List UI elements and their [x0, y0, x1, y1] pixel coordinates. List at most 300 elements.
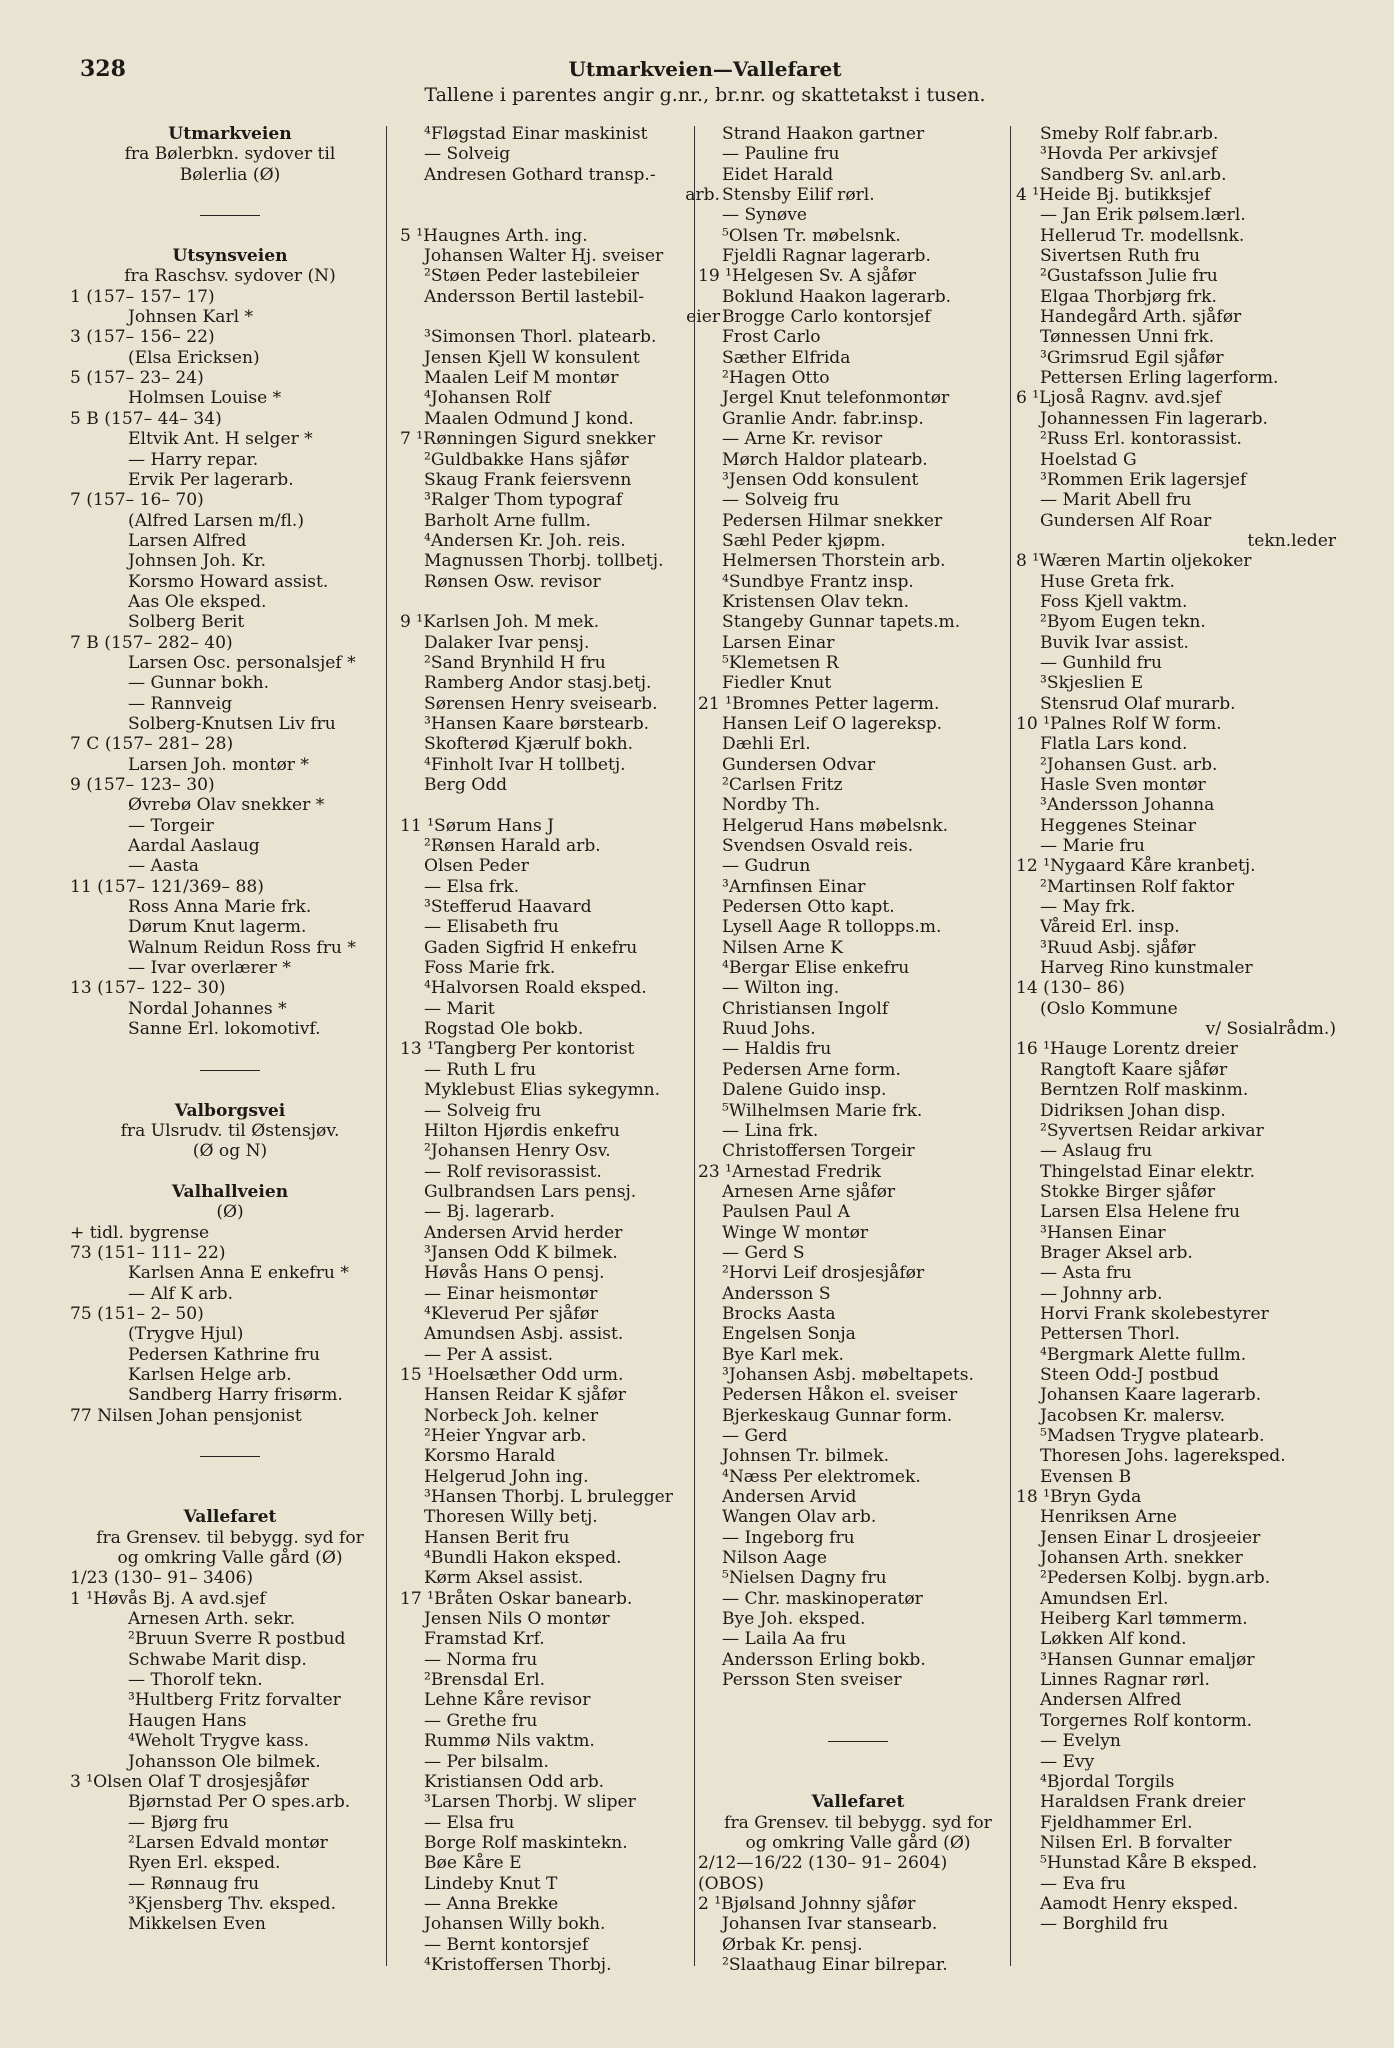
resident-line: — Marie fru	[1040, 836, 1145, 857]
resident-line: Sæther Elfrida	[722, 347, 851, 368]
resident-line: Ramberg Andor stasj.betj.	[424, 673, 652, 694]
resident-line: Jergel Knut telefonmontør	[722, 388, 950, 409]
resident-line: Magnussen Thorbj. tollbetj.	[424, 551, 664, 572]
resident-line: — Grethe fru	[424, 1710, 538, 1731]
resident-line: Haugen Hans	[128, 1710, 247, 1731]
street-heading: Valhallveien	[171, 1181, 289, 1202]
resident-line: ³Hansen Thorbj. L brulegger	[424, 1487, 673, 1508]
resident-line: Pedersen Kathrine fru	[128, 1344, 320, 1365]
resident-line: Haraldsen Frank dreier	[1040, 1792, 1246, 1813]
resident-line: Elgaa Thorbjørg frk.	[1040, 286, 1217, 307]
resident-line: ²Hagen Otto	[722, 368, 830, 389]
resident-line: Ørbak Kr. pensj.	[722, 1934, 863, 1955]
section-rule	[70, 1446, 390, 1466]
resident-line: Jacobsen Kr. malersv.	[1040, 1405, 1226, 1426]
street-description: (Ø og N)	[192, 1141, 268, 1162]
house-entry: 11 ¹Sørum Hans J	[400, 815, 555, 836]
spacer	[698, 1772, 1018, 1792]
resident-line: Sandberg Sv. anl.arb.	[1040, 164, 1227, 185]
resident-line: Sivertsen Ruth fru	[1040, 246, 1201, 267]
house-entry: 5 ¹Haugnes Arth. ing.	[400, 225, 588, 246]
resident-line: ⁵Olsen Tr. møbelsnk.	[722, 225, 901, 246]
resident-line: ²Rønsen Harald arb.	[424, 836, 601, 857]
resident-line: Lehne Kåre revisor	[424, 1690, 591, 1711]
resident-line: Andersson Erling bokb.	[722, 1649, 926, 1670]
resident-line: — Gunnar bokh.	[128, 673, 270, 694]
resident-line: Helgerud Hans møbelsnk.	[722, 815, 949, 836]
resident-line: — Bj. lagerarb.	[424, 1202, 555, 1223]
resident-line: Buvik Ivar assist.	[1040, 632, 1189, 653]
resident-line: — Torgeir	[128, 815, 214, 836]
resident-line: Wangen Olav arb.	[722, 1507, 877, 1528]
resident-line: ²Russ Erl. kontorassist.	[1040, 429, 1242, 450]
resident-line: Johansen Willy bokh.	[424, 1914, 606, 1935]
spacer	[400, 795, 720, 815]
resident-line: — Gerd S	[722, 1242, 805, 1263]
resident-line: Horvi Frank skolebestyrer	[1040, 1303, 1269, 1324]
resident-line: Bye Karl mek.	[722, 1344, 844, 1365]
resident-line: ³Jansen Odd K bilmek.	[424, 1242, 618, 1263]
resident-line: Johansen Ivar stansearb.	[722, 1914, 938, 1935]
resident-line: Sæhl Peder kjøpm.	[722, 530, 886, 551]
resident-line: Nilsen Erl. B forvalter	[1040, 1832, 1232, 1853]
resident-line: — Bernt kontorsjef	[424, 1934, 589, 1955]
house-entry: 23 ¹Arnestad Fredrik	[698, 1161, 881, 1182]
house-entry: 1 (157– 157– 17)	[70, 286, 215, 307]
resident-line: Berg Odd	[424, 775, 508, 795]
resident-line: Andersson S	[722, 1283, 831, 1304]
resident-line: Svendsen Osvald reis.	[722, 836, 914, 857]
resident-line: — Pauline fru	[722, 144, 840, 165]
resident-line: — Elisabeth fru	[424, 917, 559, 938]
resident-line: — Evelyn	[1040, 1731, 1121, 1752]
resident-line: ²Slaathaug Einar bilrepar.	[722, 1954, 948, 1975]
resident-line: Granlie Andr. fabr.insp.	[722, 408, 924, 429]
house-entry: (OBOS)	[698, 1873, 764, 1894]
resident-line: Harveg Rino kunstmaler	[1040, 958, 1253, 979]
resident-line: — Gerd	[722, 1426, 788, 1446]
resident-line: ³Grimsrud Egil sjåfør	[1040, 347, 1224, 368]
continued-line: eier	[686, 307, 720, 328]
resident-line: — Ivar overlærer *	[128, 958, 291, 979]
resident-line: ²Carlsen Fritz	[722, 775, 843, 795]
resident-line: Berntzen Rolf maskinm.	[1040, 1080, 1249, 1101]
resident-line: — Chr. maskinoperatør	[722, 1588, 923, 1609]
house-entry: 2 ¹Bjølsand Johnny sjåfør	[698, 1893, 916, 1914]
resident-line: — Marit Abell fru	[1040, 490, 1192, 511]
resident-line: Strand Haakon gartner	[722, 124, 925, 144]
resident-line: Ruud Johs.	[722, 1019, 816, 1040]
house-entry: 15 ¹Hoelsæther Odd urm.	[400, 1364, 624, 1385]
resident-line: Norbeck Joh. kelner	[424, 1405, 599, 1426]
resident-line: Nilson Aage	[722, 1548, 827, 1569]
resident-line: Solberg-Knutsen Liv fru	[128, 713, 336, 734]
resident-line: — Thorolf tekn.	[128, 1670, 263, 1691]
resident-line: Larsen Alfred	[128, 530, 247, 551]
section-rule	[70, 205, 390, 225]
resident-line: ²Johansen Gust. arb.	[1040, 754, 1218, 775]
house-entry: 18 ¹Bryn Gyda	[1016, 1487, 1142, 1508]
street-heading: Utsynsveien	[172, 246, 288, 267]
resident-line: Bjerkeskaug Gunnar form.	[722, 1405, 953, 1426]
resident-line: ⁴Johansen Rolf	[424, 388, 551, 409]
resident-line: Walnum Reidun Ross fru *	[128, 937, 356, 958]
resident-line: Engelsen Sonja	[722, 1324, 856, 1345]
house-entry: 11 (157– 121/369– 88)	[70, 876, 264, 897]
resident-line: Sanne Erl. lokomotivf.	[128, 1019, 321, 1040]
street-description: fra Ulsrudv. til Østensjøv.	[120, 1120, 340, 1141]
resident-line: Løkken Alf kond.	[1040, 1629, 1187, 1650]
resident-line: Øvrebø Olav snekker *	[128, 795, 325, 816]
spacer	[70, 1487, 390, 1507]
resident-line: Johansen Kaare lagerarb.	[1040, 1385, 1262, 1406]
house-entry: 21 ¹Bromnes Petter lagerm.	[698, 693, 940, 714]
resident-line: ³Ralger Thom typograf	[424, 490, 623, 511]
street-description: fra Raschsv. sydover (N)	[124, 266, 336, 287]
resident-line: — Elsa fru	[424, 1812, 515, 1833]
resident-line: Bøe Kåre E	[424, 1853, 522, 1874]
resident-line: ⁴Bergar Elise enkefru	[722, 958, 910, 979]
resident-line: Jensen Nils O montør	[424, 1609, 610, 1630]
resident-line: — May frk.	[1040, 897, 1136, 918]
resident-line: Linnes Ragnar rørl.	[1040, 1670, 1210, 1691]
resident-line: (Trygve Hjul)	[128, 1324, 244, 1345]
resident-line: — Ruth L fru	[424, 1059, 537, 1080]
spacer	[70, 1467, 390, 1487]
resident-line: ³Arnfinsen Einar	[722, 876, 866, 897]
resident-line: Høvås Hans O pensj.	[424, 1263, 605, 1284]
resident-line: Karlsen Helge arb.	[128, 1364, 292, 1385]
resident-line: ²Byom Eugen tekn.	[1040, 612, 1206, 633]
resident-line: ³Hultberg Fritz forvalter	[128, 1690, 341, 1711]
house-entry: 9 ¹Karlsen Joh. M mek.	[400, 612, 600, 633]
resident-line: ³Hansen Gunnar emaljør	[1040, 1649, 1255, 1670]
resident-line: ²Pedersen Kolbj. bygn.arb.	[1040, 1568, 1271, 1589]
resident-line: Rangtoft Kaare sjåfør	[1040, 1059, 1228, 1080]
column-1	[70, 124, 390, 1935]
resident-line: Rønsen Osw. revisor	[424, 571, 601, 592]
resident-line: Korsmo Howard assist.	[128, 571, 329, 592]
resident-line: — Solveig fru	[424, 1100, 542, 1121]
resident-line: ³Ruud Asbj. sjåfør	[1040, 937, 1196, 958]
resident-line: ³Hovda Per arkivsjef	[1040, 144, 1218, 165]
resident-line: Helmersen Thorstein arb.	[722, 551, 946, 572]
resident-line: Pedersen Hilmar snekker	[722, 510, 943, 531]
resident-line: — Aslaug fru	[1040, 1141, 1153, 1162]
resident-line: Hoelstad G	[1040, 449, 1137, 470]
resident-line: ⁵Klemetsen R	[722, 652, 839, 673]
house-entry: 14 (130– 86)	[1016, 978, 1125, 999]
spacer	[70, 1039, 390, 1059]
resident-line: — Synøve	[722, 205, 807, 226]
resident-line: Larsen Einar	[722, 632, 835, 653]
continued-line: tekn.leder	[1247, 530, 1336, 551]
continued-line: v/ Sosialrådm.)	[1205, 1019, 1336, 1040]
resident-line: Thoresen Johs. lagereksped.	[1040, 1446, 1286, 1467]
resident-line: Arnesen Arth. sekr.	[128, 1609, 296, 1630]
resident-line: Dørum Knut lagerm.	[128, 917, 307, 938]
resident-line: ³Larsen Thorbj. W sliper	[424, 1792, 636, 1813]
house-entry: 13 (157– 122– 30)	[70, 978, 226, 999]
street-heading: Vallefaret	[183, 1507, 277, 1528]
resident-line: Lindeby Knut T	[424, 1873, 558, 1894]
resident-line: — Rannveig	[128, 693, 233, 714]
resident-line: Kristensen Olav tekn.	[722, 591, 910, 612]
page-subtitle: Tallene i parentes angir g.nr., br.nr. og skattetakst i tusen.	[424, 84, 986, 106]
resident-line: Lysell Aage R tollopps.m.	[722, 917, 942, 938]
resident-line: — Borghild fru	[1040, 1914, 1169, 1935]
spacer	[70, 185, 390, 205]
resident-line: Kristiansen Odd arb.	[424, 1771, 605, 1792]
column-3	[698, 124, 1018, 1975]
resident-line: Nordby Th.	[722, 795, 821, 816]
resident-line: Jensen Kjell W konsulent	[424, 347, 640, 368]
resident-line: Skaug Frank feiersvenn	[424, 469, 632, 490]
resident-line: — Per bilsalm.	[424, 1751, 549, 1772]
resident-line: Hansen Reidar K sjåfør	[424, 1385, 626, 1406]
resident-line: Framstad Krf.	[424, 1629, 545, 1650]
resident-line: Handegård Arth. sjåfør	[1040, 307, 1242, 328]
resident-line: Pettersen Erling lagerform.	[1040, 368, 1279, 389]
resident-line: Helgerud John ing.	[424, 1466, 589, 1487]
resident-line: ³Simonsen Thorl. platearb.	[424, 327, 657, 348]
house-entry: 73 (151– 111– 22)	[70, 1242, 226, 1263]
resident-line: Heiberg Karl tømmerm.	[1040, 1609, 1248, 1630]
resident-line: Sandberg Harry frisørm.	[128, 1385, 343, 1406]
resident-line: — Alf K arb.	[128, 1283, 234, 1304]
resident-line: Ross Anna Marie frk.	[128, 897, 312, 918]
resident-line: Rummø Nils vaktm.	[424, 1731, 595, 1752]
resident-line: — Wilton ing.	[722, 978, 840, 999]
resident-line: Myklebust Elias sykegymn.	[424, 1080, 661, 1101]
resident-line: Amundsen Erl.	[1040, 1588, 1169, 1609]
resident-line: Eidet Harald	[722, 164, 834, 185]
resident-line: — Eva fru	[1040, 1873, 1126, 1894]
house-entry: 2/12—16/22 (130– 91– 2604)	[698, 1853, 948, 1874]
resident-line: Olsen Peder	[424, 856, 529, 877]
street-heading: Valborgsvei	[174, 1100, 286, 1121]
resident-line: — Evy	[1040, 1751, 1095, 1772]
page-header	[380, 56, 1030, 108]
resident-line: ²Guldbakke Hans sjåfør	[424, 449, 629, 470]
house-entry: 7 (157– 16– 70)	[70, 490, 204, 511]
street-heading: Vallefaret	[811, 1792, 905, 1813]
resident-line: Larsen Joh. montør *	[128, 754, 309, 775]
resident-line: Johansen Arth. snekker	[1040, 1548, 1243, 1569]
column-2	[400, 124, 720, 1975]
resident-line: Thoresen Willy betj.	[424, 1507, 598, 1528]
resident-line: Foss Kjell vaktm.	[1040, 591, 1188, 612]
resident-line: (Elsa Ericksen)	[128, 347, 260, 368]
resident-line: Johannessen Fin lagerarb.	[1040, 408, 1268, 429]
resident-line: ⁴Fløgstad Einar maskinist	[424, 124, 648, 144]
resident-line: Fjeldhammer Erl.	[1040, 1812, 1193, 1833]
resident-line: Aardal Aaslaug	[128, 836, 260, 857]
resident-line: Gaden Sigfrid H enkefru	[424, 937, 638, 958]
resident-line: Andersson Bertil lastebil-	[424, 286, 645, 307]
spacer	[698, 1711, 1018, 1731]
house-entry: + tidl. bygrense	[70, 1222, 210, 1243]
resident-line: ⁴Næss Per elektromek.	[722, 1466, 921, 1487]
resident-line: Christiansen Ingolf	[722, 998, 889, 1019]
resident-line: Gundersen Alf Roar	[1040, 510, 1212, 531]
resident-line: Schwabe Marit disp.	[128, 1649, 307, 1670]
resident-line: Sørensen Henry sveisearb.	[424, 693, 658, 714]
resident-line: ²Martinsen Rolf faktor	[1040, 876, 1234, 897]
house-entry: 6 ¹Ljoså Ragnv. avd.sjef	[1016, 388, 1222, 409]
resident-line: Tønnessen Unni frk.	[1040, 327, 1215, 348]
resident-line: Andersen Arvid	[722, 1487, 857, 1508]
resident-line: Evensen B	[1040, 1466, 1132, 1487]
resident-line: Christoffersen Torgeir	[722, 1141, 915, 1162]
resident-line: Aas Ole eksped.	[128, 591, 267, 612]
resident-line: — Solveig fru	[722, 490, 840, 511]
house-entry: 9 (157– 123– 30)	[70, 775, 215, 795]
resident-line: ²Syvertsen Reidar arkivar	[1040, 1120, 1264, 1141]
spacer	[70, 1426, 390, 1446]
resident-line: Pedersen Arne form.	[722, 1059, 901, 1080]
resident-line: Brager Aksel arb.	[1040, 1242, 1193, 1263]
resident-line: Dalaker Ivar pensj.	[424, 632, 590, 653]
resident-line: Stensby Eilif rørl.	[722, 185, 875, 206]
resident-line: ⁴Kleverud Per sjåfør	[424, 1303, 599, 1324]
resident-line: Boklund Haakon lagerarb.	[722, 286, 952, 307]
resident-line: — Einar heismontør	[424, 1283, 598, 1304]
house-entry: 4 ¹Heide Bj. butikksjef	[1016, 185, 1211, 206]
resident-line: Fiedler Knut	[722, 673, 832, 694]
resident-line: Thingelstad Einar elektr.	[1040, 1161, 1256, 1182]
resident-line: Smeby Rolf fabr.arb.	[1040, 124, 1219, 144]
resident-line: Jensen Einar L drosjeeier	[1040, 1527, 1261, 1548]
page-number: 328	[80, 56, 126, 82]
resident-line: ²Sand Brynhild H fru	[424, 652, 606, 673]
resident-line: — Norma fru	[424, 1649, 538, 1670]
resident-line: Pedersen Håkon el. sveiser	[722, 1385, 958, 1406]
resident-line: Persson Sten sveiser	[722, 1670, 902, 1691]
resident-line: ³Hansen Kaare børstearb.	[424, 713, 650, 734]
resident-line: Pedersen Otto kapt.	[722, 897, 895, 918]
house-entry: 19 ¹Helgesen Sv. A sjåfør	[698, 266, 916, 287]
resident-line: Nilsen Arne K	[722, 937, 844, 958]
page-title: Utmarkveien—Vallefaret	[568, 57, 842, 81]
resident-line: Dæhli Erl.	[722, 734, 811, 755]
resident-line: (Alfred Larsen m/fl.)	[128, 510, 304, 531]
resident-line: ²Johansen Henry Osv.	[424, 1141, 611, 1162]
resident-line: — Gudrun	[722, 856, 811, 877]
resident-line: ³Johansen Asbj. møbeltapets.	[722, 1364, 974, 1385]
resident-line: ²Bruun Sverre R postbud	[128, 1629, 346, 1650]
resident-line: Paulsen Paul A	[722, 1202, 850, 1223]
resident-line: Andersen Alfred	[1040, 1690, 1182, 1711]
resident-line: Hasle Sven montør	[1040, 775, 1206, 795]
resident-line: Brocks Aasta	[722, 1303, 836, 1324]
resident-line: Amundsen Asbj. assist.	[424, 1324, 624, 1345]
resident-line: Heggenes Steinar	[1040, 815, 1196, 836]
spacer	[70, 226, 390, 246]
house-entry: 13 ¹Tangberg Per kontorist	[400, 1039, 635, 1060]
resident-line: Johansson Ole bilmek.	[128, 1751, 321, 1772]
resident-line: Johnsen Tr. bilmek.	[722, 1446, 890, 1467]
resident-line: ⁴Sundbye Frantz insp.	[722, 571, 914, 592]
resident-line: Johnsen Karl *	[128, 307, 254, 328]
resident-line: Winge W montør	[722, 1222, 869, 1243]
resident-line: Andresen Gothard transp.-	[424, 164, 656, 185]
street-description: Bølerlia (Ø)	[179, 164, 281, 185]
house-entry: 8 ¹Wæren Martin oljekoker	[1016, 551, 1252, 572]
resident-line: Maalen Odmund J kond.	[424, 408, 634, 429]
resident-line: ³Hansen Einar	[1040, 1222, 1166, 1243]
house-entry: 7 B (157– 282– 40)	[70, 632, 233, 653]
resident-line: — Rolf revisorassist.	[424, 1161, 602, 1182]
spacer	[400, 592, 720, 612]
resident-line: Larsen Osc. personalsjef *	[128, 652, 356, 673]
resident-line: ⁵Nielsen Dagny fru	[722, 1568, 887, 1589]
resident-line: Ervik Per lagerarb.	[128, 469, 294, 490]
resident-line: ²Larsen Edvald montør	[128, 1832, 328, 1853]
resident-line: — Laila Aa fru	[722, 1629, 847, 1650]
resident-line: Mikkelsen Even	[128, 1914, 266, 1935]
resident-line: Fjeldli Ragnar lagerarb.	[722, 246, 931, 267]
resident-line: ²Støen Peder lastebileier	[424, 266, 639, 287]
resident-line: ⁴Finholt Ivar H tollbetj.	[424, 754, 626, 775]
resident-line: ⁴Kristoffersen Thorbj.	[424, 1954, 612, 1975]
resident-line: ⁵Madsen Trygve platearb.	[1040, 1426, 1265, 1446]
street-description: fra Bølerbkn. sydover til	[124, 144, 336, 165]
resident-line: Holmsen Louise *	[128, 388, 282, 409]
resident-line: ²Heier Yngvar arb.	[424, 1426, 587, 1446]
resident-line: — Jan Erik pølsem.lærl.	[1040, 205, 1246, 226]
resident-line: — Johnny arb.	[1040, 1283, 1163, 1304]
resident-line: Stokke Birger sjåfør	[1040, 1181, 1216, 1202]
resident-line: Frost Carlo	[722, 327, 821, 348]
resident-line: ³Rommen Erik lagersjef	[1040, 469, 1247, 490]
house-entry: 12 ¹Nygaard Kåre kranbetj.	[1016, 856, 1256, 877]
column-4	[1016, 124, 1336, 1935]
street-heading: Utmarkveien	[168, 124, 292, 144]
resident-line: — Per A assist.	[424, 1344, 554, 1365]
resident-line: ⁴Weholt Trygve kass.	[128, 1731, 310, 1752]
house-entry: 16 ¹Hauge Lorentz dreier	[1016, 1039, 1238, 1060]
resident-line: Flatla Lars kond.	[1040, 734, 1188, 755]
resident-line: Nordal Johannes *	[128, 998, 287, 1019]
resident-line: — Lina frk.	[722, 1120, 819, 1141]
resident-line: (Oslo Kommune	[1040, 998, 1178, 1019]
house-entry: 3 ¹Olsen Olaf T drosjesjåfør	[70, 1771, 309, 1792]
resident-line: — Solveig	[424, 144, 511, 165]
resident-line: ²Gustafsson Julie fru	[1040, 266, 1218, 287]
resident-line: Bjørnstad Per O spes.arb.	[128, 1792, 351, 1813]
resident-line: — Rønnaug fru	[128, 1873, 260, 1894]
resident-line: Stensrud Olaf murarb.	[1040, 693, 1236, 714]
resident-line: Maalen Leif M montør	[424, 368, 619, 389]
resident-line: — Haldis fru	[722, 1039, 832, 1060]
resident-line: Solberg Berit	[128, 612, 245, 633]
house-entry: 1/23 (130– 91– 3406)	[70, 1568, 253, 1589]
resident-line: ²Brensdal Erl.	[424, 1670, 546, 1691]
resident-line: Eltvik Ant. H selger *	[128, 429, 313, 450]
resident-line: Henriksen Arne	[1040, 1507, 1178, 1528]
resident-line: Arnesen Arne sjåfør	[722, 1181, 896, 1202]
spacer	[70, 1080, 390, 1100]
resident-line: ⁴Andersen Kr. Joh. reis.	[424, 530, 626, 551]
section-rule	[70, 1060, 390, 1080]
street-description: fra Grensev. til bebygg. syd for	[96, 1527, 364, 1548]
resident-line: — Harry repar.	[128, 449, 259, 470]
resident-line: Barholt Arne fullm.	[424, 510, 591, 531]
section-rule	[698, 1731, 1018, 1751]
resident-line: Hilton Hjørdis enkefru	[424, 1120, 620, 1141]
resident-line: ²Horvi Leif drosjesjåfør	[722, 1263, 925, 1284]
